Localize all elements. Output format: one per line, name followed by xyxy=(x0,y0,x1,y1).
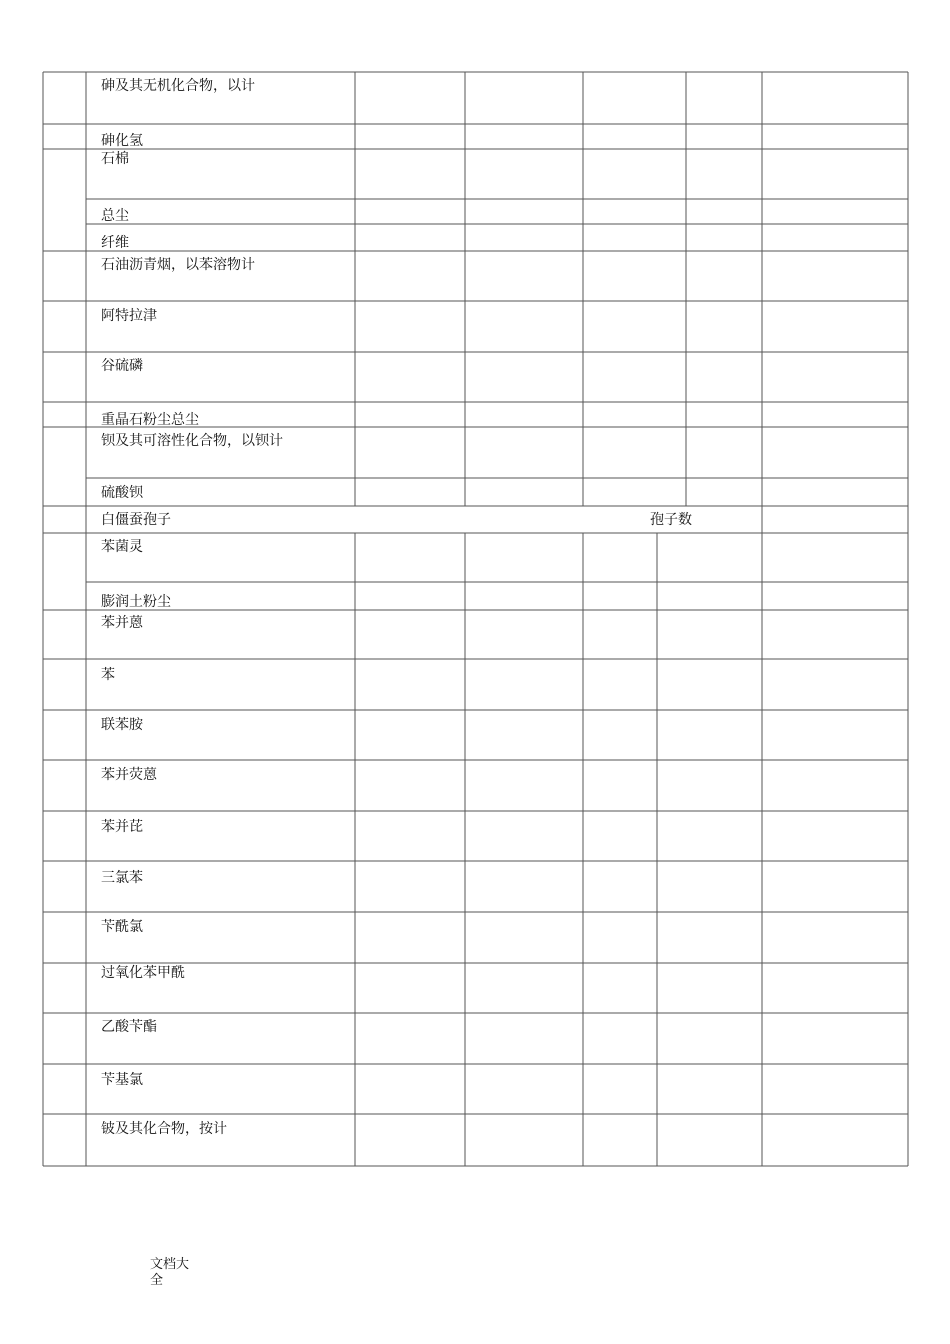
row-label: 苯菌灵 xyxy=(101,539,143,555)
footer-line: 全 xyxy=(150,1273,164,1288)
row-label: 乙酸苄酯 xyxy=(101,1019,157,1035)
row-label: 铍及其化合物，按计 xyxy=(101,1121,227,1137)
spore-unit-label: 孢子数 xyxy=(650,512,692,528)
row-label: 石棉 xyxy=(101,151,129,167)
row-label: 重晶石粉尘总尘 xyxy=(101,412,199,428)
row-label: 总尘 xyxy=(101,208,129,224)
row-label: 过氧化苯甲酰 xyxy=(101,965,185,981)
row-label: 砷及其无机化合物，以计 xyxy=(101,78,255,94)
row-label: 石油沥青烟，以苯溶物计 xyxy=(101,257,255,273)
row-label: 硫酸钡 xyxy=(101,485,143,501)
row-label: 苯并荧蒽 xyxy=(101,767,157,783)
row-label: 苯 xyxy=(101,667,115,683)
footer-caption xyxy=(150,1257,189,1289)
row-label: 纤维 xyxy=(101,235,129,251)
row-label: 白僵蚕孢子 xyxy=(101,512,171,528)
row-label: 膨润土粉尘 xyxy=(101,594,171,610)
row-label: 苯并芘 xyxy=(101,819,143,835)
row-label: 阿特拉津 xyxy=(101,308,157,324)
footer-line: 文档大 xyxy=(150,1257,190,1272)
row-label: 苄酰氯 xyxy=(101,919,143,935)
row-label: 联苯胺 xyxy=(101,717,143,733)
row-label: 砷化氢 xyxy=(101,133,143,149)
row-label: 谷硫磷 xyxy=(101,358,143,374)
row-label: 苄基氯 xyxy=(101,1072,143,1088)
row-label: 三氯苯 xyxy=(101,870,143,886)
row-label: 钡及其可溶性化合物，以钡计 xyxy=(101,433,283,449)
row-label: 苯并蒽 xyxy=(101,615,143,631)
